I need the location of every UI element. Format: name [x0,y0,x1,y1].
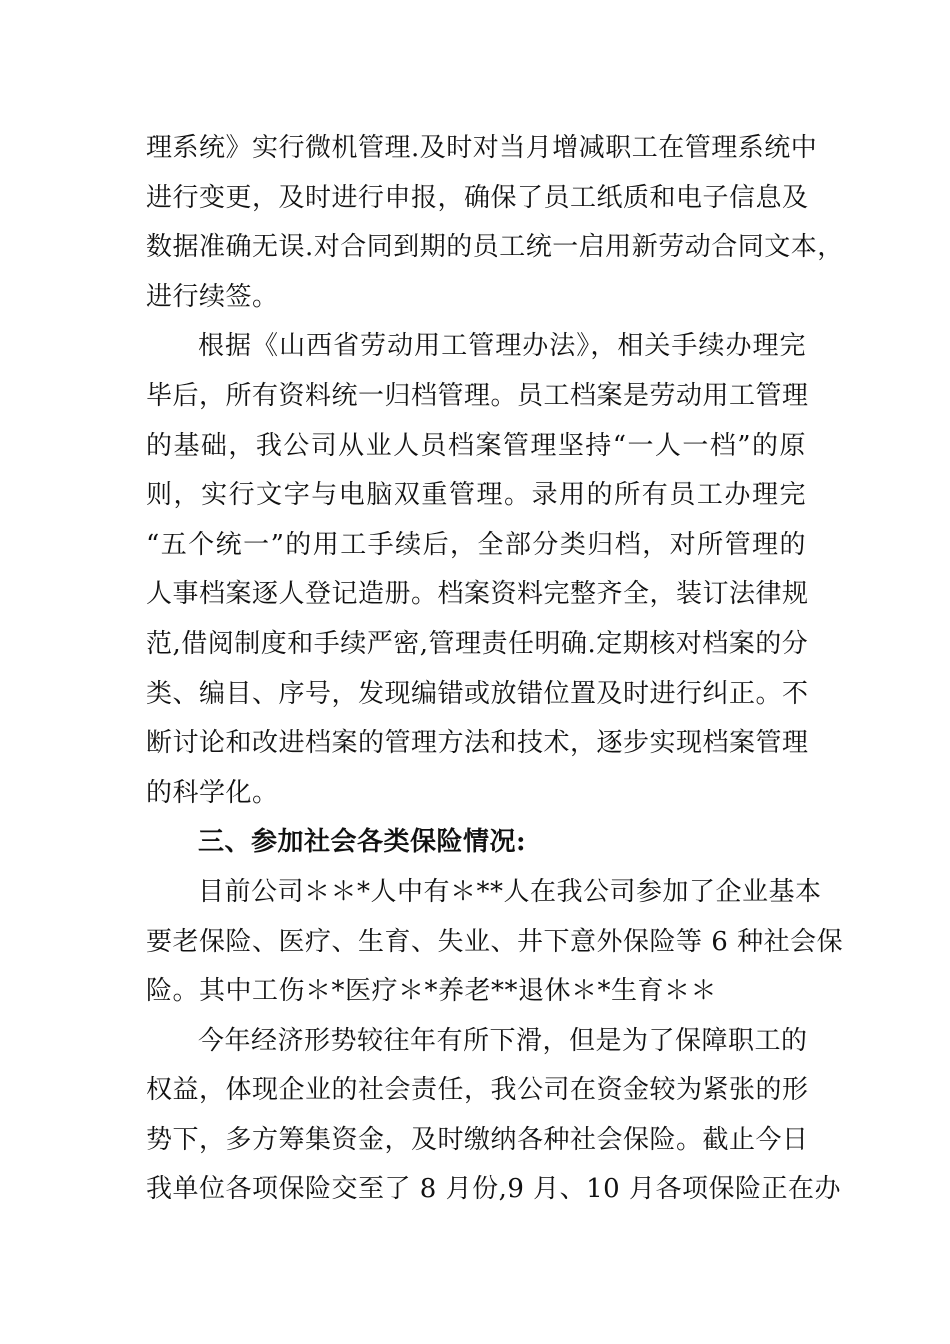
paragraph-first-line: 根据《山西省劳动用工管理办法》，相关手续办理完 [198,331,806,362]
text-line: 毕后，所有资料统一归档管理。员工档案是劳动用工管理 [146,380,809,411]
text-line: 的科学化。 [146,777,279,808]
text-line: 理系统》实行微机管理.及时对当月增减职工在管理系统中 [146,133,818,163]
text-line: 的基础，我公司从业人员档案管理坚持“一人一档”的原 [146,430,806,461]
text-line: 断讨论和改进档案的管理方法和技术，逐步实现档案管理 [146,728,809,759]
text-line: 数据准确无误.对合同到期的员工统一启用新劳动合同文本， [146,232,844,263]
text-line: 权益，体现企业的社会责任，我公司在资金较为紧张的形 [146,1075,809,1106]
text-line: 类、编目、序号，发现编错或放错位置及时进行纠正。不 [146,678,809,709]
text-line: 进行变更，及时进行申报，确保了员工纸质和电子信息及 [146,182,809,213]
section-heading: 三、参加社会各类保险情况: [198,827,527,858]
text-line: 进行续签。 [146,281,279,312]
text-line: 险。其中工伤＊*医疗＊*养老**退休＊*生育＊＊ [146,976,718,1007]
paragraph-first-line: 今年经济形势较往年有所下滑，但是为了保障职工的 [198,1025,808,1056]
text-line: “五个统一”的用工手续后，全部分类归档，对所管理的 [146,529,806,560]
text-line: 我单位各项保险交至了 8 月份,9 月、10 月各项保险正在办 [146,1174,841,1205]
text-line: 范,借阅制度和手续严密,管理责任明确.定期核对档案的分 [146,628,809,659]
text-line: 人事档案逐人登记造册。档案资料完整齐全，装订法律规 [146,579,809,610]
text-line: 要老保险、医疗、生育、失业、井下意外保险等 6 种社会保 [146,926,844,957]
text-line: 势下，多方筹集资金，及时缴纳各种社会保险。截止今日 [146,1124,809,1155]
paragraph-first-line: 目前公司＊＊*人中有＊**人在我公司参加了企业基本 [198,876,822,907]
text-line: 则，实行文字与电脑双重管理。录用的所有员工办理完 [146,480,806,511]
body-text [146,124,844,1215]
